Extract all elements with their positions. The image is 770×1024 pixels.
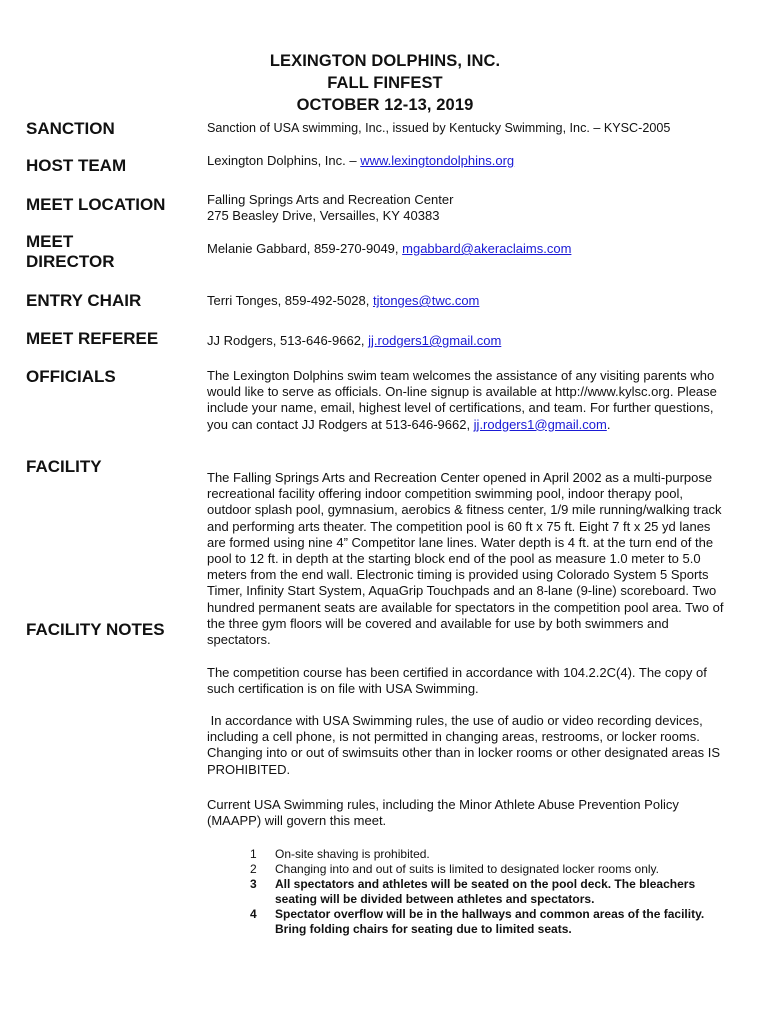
list-item-number: 1 <box>250 847 257 861</box>
list-item-number: 2 <box>250 862 257 876</box>
list-item-text: All spectators and athletes will be seated on the pool deck. The bleachers seating will be divided between athletes and spectators. <box>275 877 696 906</box>
facility-notes-label: FACILITY NOTES <box>26 620 165 639</box>
list-item <box>250 847 730 862</box>
list-item-number: 4 <box>250 907 257 921</box>
officials-text: The Lexington Dolphins swim team welcomes the assistance of any visiting parents who would like to serve as officials. On-line signup is available at http://www.kylsc.org. Please include your name, email, highest level of certifications, and team. For further questions, you can contact JJ Rodgers at 513-646-9662, <box>207 368 717 432</box>
facility-notes-certification: The competition course has been certified in accordance with 104.2.2C(4). The copy of such certification is on file with USA Swimming. <box>207 665 707 697</box>
host-team-label: HOST TEAM <box>26 156 127 175</box>
meet-referee-value <box>207 333 727 349</box>
meet-referee-label: MEET REFEREE <box>26 329 159 348</box>
facility-notes-recording-devices: In accordance with USA Swimming rules, the use of audio or video recording devices, including a cell phone, is not permitted in changing areas, restrooms, or locker rooms. Changing into or out of swimsuits other than in locker rooms or other designated areas IS PROHIBITED. <box>207 713 724 777</box>
facility-paragraph: The Falling Springs Arts and Recreation Center opened in April 2002 as a multi-purpose recreational facility offering indoor competition swimming pool, indoor therapy pool, outdoor splash pool, gymnasium, aerobics & fitness center, 1/9 mile running/walking track and performing arts theater. The competition pool is 60 ft x 75 ft. Eight 7 ft x 25 yd lanes are formed using nine 4” Competitor lane lines. Water depth is 4 ft. at the turn end of the pool to 12 ft. in depth at the starting block end of the pool as measure 1.0 meter to 5.0 meters from the end wall. Electronic timing is provided using Colorado System 5 Sports Timer, Infinity Start System, AquaGrip Touchpads and an 8-lane (9-line) scoreboard. Two hundred permanent seats are available for spectators in the competition pool area. Two of the three gym floors will be covered and available for use by both swimmers and spectators. <box>207 470 724 648</box>
host-team-value <box>207 153 727 169</box>
list-item-text: Changing into and out of suits is limited to designated locker rooms only. <box>275 862 659 876</box>
meet-location-value <box>207 192 727 224</box>
meet-location-venue: Falling Springs Arts and Recreation Center <box>207 192 454 207</box>
list-item <box>250 862 730 877</box>
facility-notes-maapp: Current USA Swimming rules, including the Minor Athlete Abuse Prevention Policy (MAAPP) will govern this meet. <box>207 797 679 829</box>
sanction-label: SANCTION <box>26 119 115 138</box>
list-item-text: On-site shaving is prohibited. <box>275 847 430 861</box>
officials-email-link[interactable]: jj.rodgers1@gmail.com <box>473 416 607 432</box>
facility-notes-list <box>250 847 730 937</box>
officials-text-end: . <box>606 416 611 432</box>
meet-referee-text: JJ Rodgers, 513-646-9662, <box>207 333 369 348</box>
meet-director-value <box>207 241 727 257</box>
entry-chair-email-link[interactable]: tjtonges@twc.com <box>372 293 480 308</box>
host-team-website-link[interactable]: www.lexingtondolphins.org <box>360 153 515 168</box>
meet-referee-email-link[interactable]: jj.rodgers1@gmail.com <box>368 333 502 348</box>
meet-location-label: MEET LOCATION <box>26 195 166 214</box>
meet-director-label-line2: DIRECTOR <box>26 252 115 271</box>
list-item-text: Spectator overflow will be in the hallways and common areas of the facility. Bring folding chairs for seating due to limited seats. <box>275 907 705 936</box>
list-item-number: 3 <box>250 877 257 891</box>
host-team-text: Lexington Dolphins, Inc. – <box>207 153 361 168</box>
officials-paragraph <box>207 368 727 433</box>
document-title-meet: FALL FINFEST <box>327 74 443 92</box>
meet-director-label-line1: MEET <box>26 232 74 251</box>
entry-chair-label: ENTRY CHAIR <box>26 291 142 310</box>
meet-director-label <box>26 232 114 272</box>
meet-director-text: Melanie Gabbard, 859-270-9049, <box>207 241 403 256</box>
facility-label: FACILITY <box>26 457 102 476</box>
entry-chair-value <box>207 293 727 309</box>
entry-chair-text: Terri Tonges, 859-492-5028, <box>207 293 373 308</box>
meet-director-email-link[interactable]: mgabbard@akeraclaims.com <box>402 241 572 256</box>
list-item <box>250 907 730 937</box>
meet-location-address: 275 Beasley Drive, Versailles, KY 40383 <box>207 208 440 223</box>
list-item <box>250 877 730 907</box>
officials-label: OFFICIALS <box>26 367 116 386</box>
document-title-org: LEXINGTON DOLPHINS, INC. <box>269 52 501 70</box>
document-title-date: OCTOBER 12-13, 2019 <box>296 96 474 114</box>
sanction-text: Sanction of USA swimming, Inc., issued by Kentucky Swimming, Inc. – KYSC-2005 <box>207 121 671 135</box>
